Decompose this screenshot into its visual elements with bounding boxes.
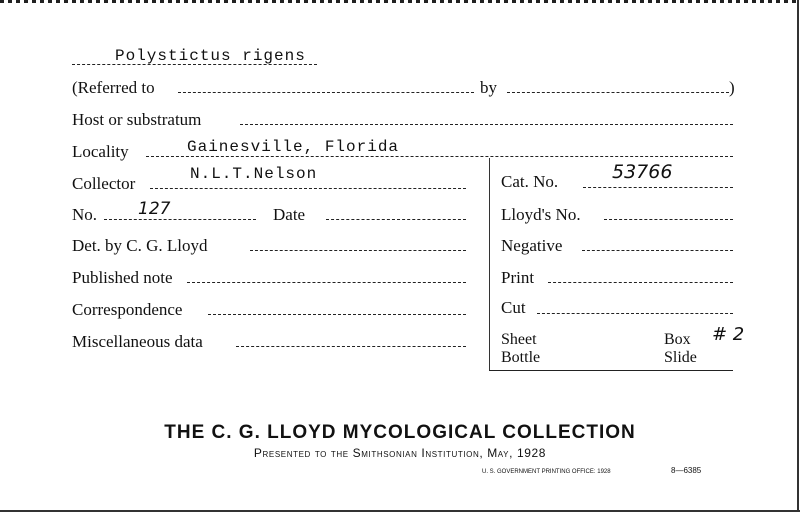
- collector-value: N.L.T.Nelson: [190, 165, 318, 183]
- by-line: [507, 92, 729, 93]
- right-box-divider: [489, 158, 490, 370]
- no-value: 127: [138, 199, 171, 219]
- print-label: Print: [501, 268, 535, 287]
- collector-label: Collector: [72, 174, 136, 193]
- slide-label: Slide: [664, 349, 697, 366]
- host-label: Host or substratum: [72, 110, 202, 129]
- cat-no-line: [583, 187, 733, 188]
- locality-label: Locality: [72, 142, 129, 161]
- printer-note: U. S. GOVERNMENT PRINTING OFFICE: 1928: [482, 469, 611, 475]
- misc-data-label: Miscellaneous data: [72, 332, 203, 351]
- negative-label: Negative: [501, 236, 563, 255]
- species-name: Polystictus rigens: [115, 47, 306, 65]
- cat-no-label: Cat. No.: [501, 172, 559, 191]
- print-line: [548, 282, 733, 283]
- det-by-line: [250, 250, 466, 251]
- referred-to-label: (Referred to: [72, 78, 155, 97]
- lloyds-no-label: Lloyd's No.: [501, 205, 581, 224]
- collection-title: THE C. G. LLOYD MYCOLOGICAL COLLECTION: [164, 422, 636, 443]
- date-line: [326, 219, 466, 220]
- close-paren: ): [729, 78, 735, 97]
- no-line: [104, 219, 256, 220]
- misc-data-line: [236, 346, 466, 347]
- lloyds-no-line: [604, 219, 733, 220]
- sheet-label: Sheet: [501, 331, 537, 348]
- collector-line: [150, 188, 466, 189]
- card-top-edge: [0, 0, 800, 3]
- cat-no-value: 53766: [612, 161, 673, 183]
- det-by-label: Det. by C. G. Lloyd: [72, 236, 208, 255]
- published-note-line: [187, 282, 466, 283]
- correspondence-line: [208, 314, 466, 315]
- published-note-label: Published note: [72, 268, 173, 287]
- form-number: 8—6385: [671, 466, 702, 475]
- referred-to-line: [178, 92, 474, 93]
- locality-value: Gainesville, Florida: [187, 138, 400, 156]
- correspondence-label: Correspondence: [72, 300, 183, 319]
- date-label: Date: [273, 205, 306, 224]
- cut-label: Cut: [501, 298, 526, 317]
- cut-line: [537, 313, 733, 314]
- negative-line: [582, 250, 733, 251]
- bottle-label: Bottle: [501, 349, 541, 366]
- no-label: No.: [72, 205, 98, 224]
- right-box-bottom: [489, 370, 733, 371]
- box-label: Box: [664, 331, 691, 348]
- collection-subtitle: Presented to the Smithsonian Institution, May, 1928: [253, 446, 547, 460]
- by-label: by: [480, 78, 497, 97]
- box-value: # 2: [712, 324, 745, 345]
- host-line: [240, 124, 733, 125]
